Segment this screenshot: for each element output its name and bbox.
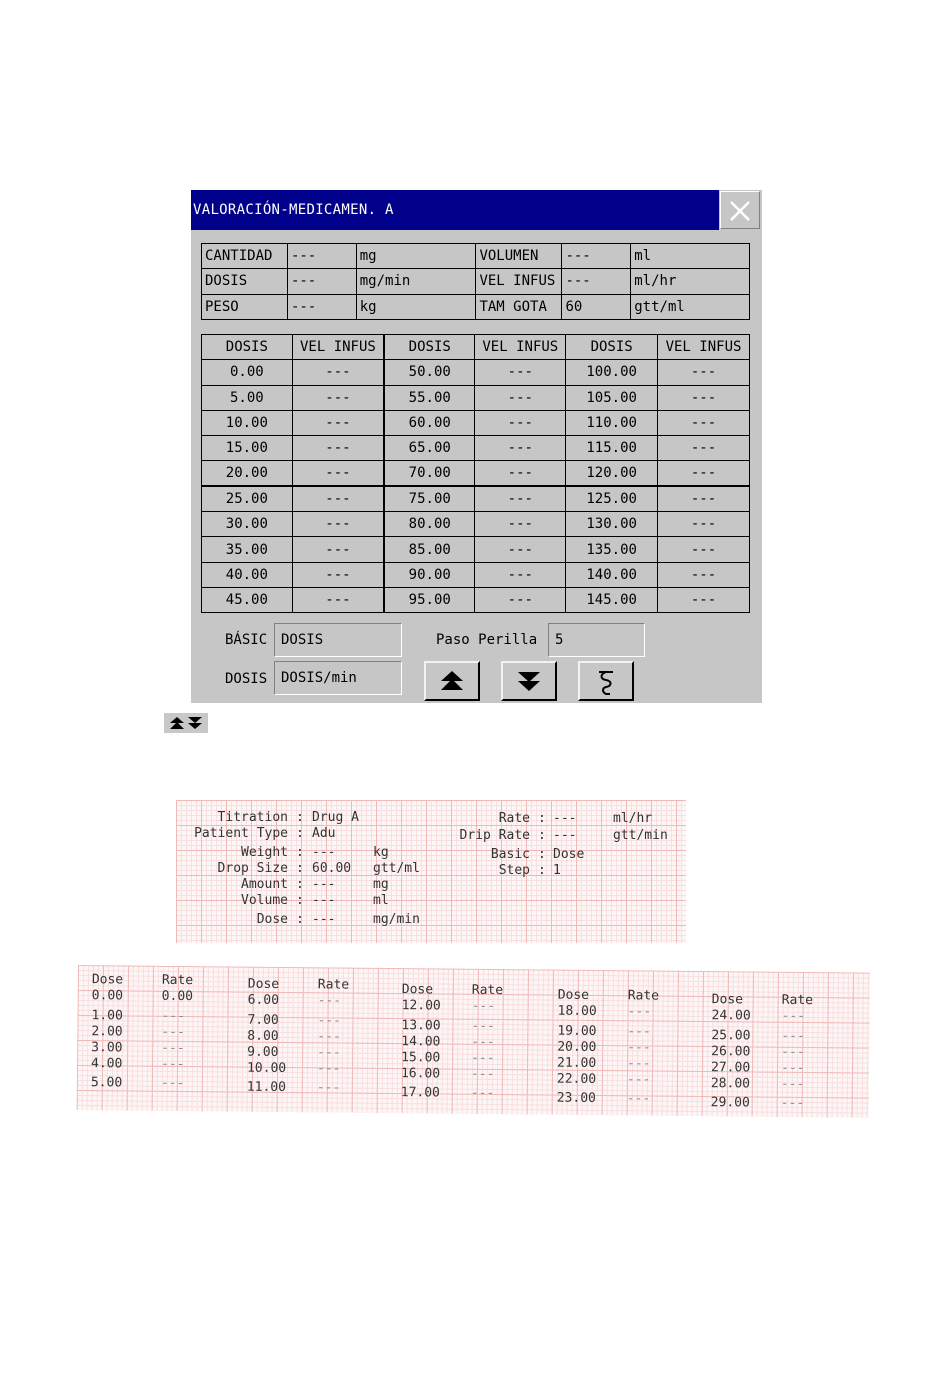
rate-cell: --- bbox=[658, 562, 750, 587]
printout-dose-value: 24.00 bbox=[711, 1008, 751, 1024]
printout-colon: : bbox=[296, 877, 304, 892]
printout-header-label: Volume bbox=[241, 893, 288, 908]
printout-header-label: Rate bbox=[498, 811, 530, 826]
printout-rate-value: --- bbox=[627, 1040, 651, 1056]
rate-cell: --- bbox=[292, 587, 384, 612]
printout-colon: : bbox=[538, 828, 546, 843]
printout-rate-value: --- bbox=[160, 1056, 185, 1073]
param-label: CANTIDAD bbox=[202, 244, 288, 269]
printout-header-unit: mg/min bbox=[373, 912, 420, 927]
printout-dose-value: 23.00 bbox=[556, 1090, 596, 1106]
printout-rate-value: --- bbox=[317, 1013, 342, 1029]
printout-dose-value: 9.00 bbox=[247, 1044, 279, 1060]
dose-header: DOSIS bbox=[566, 335, 658, 360]
dose-cell: 60.00 bbox=[384, 410, 475, 435]
rate-cell: --- bbox=[658, 587, 750, 612]
dose-row bbox=[202, 360, 750, 385]
printout-dose-value: 8.00 bbox=[247, 1028, 279, 1044]
dose-cell: 40.00 bbox=[202, 562, 293, 587]
printout-dose-value: 5.00 bbox=[90, 1075, 123, 1091]
dose-header: DOSIS bbox=[202, 335, 293, 360]
printout-header-label: Drop Size bbox=[217, 861, 288, 876]
printout-colon: : bbox=[538, 847, 546, 862]
printout-colon: : bbox=[296, 861, 304, 876]
param-label: DOSIS bbox=[202, 269, 288, 294]
printout-header-value: --- bbox=[312, 893, 336, 908]
printout-rate-value: --- bbox=[161, 1040, 185, 1057]
printout-header-label: Amount bbox=[241, 877, 288, 892]
printout-dose-value: 20.00 bbox=[557, 1039, 597, 1055]
printout-rate-value: --- bbox=[160, 1075, 185, 1092]
printout-header-value: --- bbox=[553, 811, 577, 826]
dose-cell: 65.00 bbox=[384, 436, 475, 461]
dose-cell: 120.00 bbox=[566, 461, 658, 486]
printout-header-unit: mg bbox=[373, 877, 389, 892]
param-value[interactable]: --- bbox=[287, 269, 356, 294]
rate-cell: --- bbox=[292, 436, 384, 461]
printout-dose-value: 4.00 bbox=[90, 1056, 123, 1072]
printout-rate-header: Rate bbox=[317, 977, 350, 993]
basic-field[interactable]: DOSIS bbox=[274, 623, 402, 657]
printout-dose-value: 11.00 bbox=[246, 1079, 287, 1096]
printout-rate-header: Rate bbox=[627, 988, 660, 1004]
rate-cell: --- bbox=[658, 512, 750, 537]
printout-rate-value: --- bbox=[316, 1061, 341, 1077]
printout-dose-value: 0.00 bbox=[91, 988, 124, 1004]
dose-cell: 145.00 bbox=[566, 587, 658, 612]
printout-rate-value: --- bbox=[781, 1008, 806, 1024]
printout-rate-value: --- bbox=[317, 1029, 341, 1045]
printout-colon: : bbox=[296, 845, 304, 860]
param-unit: kg bbox=[356, 294, 476, 319]
printout-rate-value: --- bbox=[781, 1044, 805, 1060]
printout-rate-value: --- bbox=[161, 1008, 186, 1025]
param-unit: mg/min bbox=[356, 269, 476, 294]
dose-row bbox=[202, 512, 750, 537]
param-row bbox=[202, 294, 750, 319]
printout-header-value: Adu bbox=[312, 826, 336, 841]
printout-rate-value: --- bbox=[627, 1004, 652, 1020]
rate-cell: --- bbox=[292, 562, 384, 587]
printout-rate-value: --- bbox=[780, 1076, 805, 1092]
printout-dose-header: Dose bbox=[711, 992, 744, 1008]
dose-cell: 140.00 bbox=[566, 562, 658, 587]
printout-dose-value: 18.00 bbox=[557, 1003, 597, 1019]
dose-cell: 80.00 bbox=[384, 512, 475, 537]
parameter-table bbox=[201, 243, 750, 320]
dose-cell: 55.00 bbox=[384, 385, 475, 410]
printout-dose-value: 26.00 bbox=[711, 1044, 751, 1060]
printout-rate-value: --- bbox=[470, 1085, 495, 1102]
rate-cell: --- bbox=[475, 486, 566, 511]
printout-header-label: Titration bbox=[217, 810, 288, 825]
close-button[interactable] bbox=[720, 191, 760, 229]
printout-dose-value: 13.00 bbox=[401, 1018, 441, 1034]
param-label: TAM GOTA bbox=[476, 294, 562, 319]
dose-cell: 105.00 bbox=[566, 385, 658, 410]
record-icon bbox=[593, 669, 619, 697]
printout-header-unit: kg bbox=[373, 845, 389, 860]
rate-cell: --- bbox=[292, 385, 384, 410]
printout-colon: : bbox=[538, 863, 546, 878]
printout-dose-value: 2.00 bbox=[91, 1024, 123, 1040]
printout-dose-value: 3.00 bbox=[91, 1040, 123, 1056]
printout-dose-header: Dose bbox=[247, 976, 280, 992]
printout-header-value: --- bbox=[312, 912, 336, 927]
printout-header-label: Dose bbox=[256, 912, 288, 927]
rate-cell: --- bbox=[475, 587, 566, 612]
dose-cell: 25.00 bbox=[202, 486, 293, 511]
rate-cell: --- bbox=[292, 486, 384, 511]
printout-colon: : bbox=[296, 893, 304, 908]
param-row bbox=[202, 269, 750, 294]
dose-cell: 125.00 bbox=[566, 486, 658, 511]
printout-rate-value: --- bbox=[471, 1050, 495, 1067]
printout-dose-value: 17.00 bbox=[400, 1085, 441, 1101]
rate-cell: --- bbox=[658, 461, 750, 486]
dose-cell: 5.00 bbox=[202, 385, 293, 410]
printout-dose-value: 7.00 bbox=[247, 1012, 279, 1028]
param-unit: ml/hr bbox=[631, 269, 750, 294]
param-unit: ml bbox=[631, 244, 750, 269]
printout-dose-value: 29.00 bbox=[710, 1095, 750, 1111]
step-label: Paso Perilla bbox=[436, 632, 538, 648]
rate-cell: --- bbox=[475, 512, 566, 537]
dose-cell: 45.00 bbox=[202, 587, 293, 612]
dose-row bbox=[202, 587, 750, 612]
rate-cell: --- bbox=[475, 537, 566, 562]
printout-header-unit: gtt/min bbox=[613, 828, 668, 843]
page-down-icon bbox=[516, 669, 542, 693]
printout-header-value: --- bbox=[553, 828, 577, 843]
printout-dose-header: Dose bbox=[401, 982, 434, 998]
printout-header-value: Drug A bbox=[312, 810, 359, 825]
dose-cell: 130.00 bbox=[566, 512, 658, 537]
rate-cell: --- bbox=[658, 486, 750, 511]
close-icon bbox=[728, 199, 752, 223]
rate-cell: --- bbox=[292, 512, 384, 537]
dose-label: DOSIS bbox=[225, 671, 268, 687]
dose-cell: 10.00 bbox=[202, 410, 293, 435]
dose-table bbox=[201, 334, 750, 613]
printout-rate-value: --- bbox=[627, 1024, 651, 1040]
printout-rate-value: --- bbox=[781, 1028, 805, 1044]
dose-cell: 135.00 bbox=[566, 537, 658, 562]
rate-header: VEL INFUS bbox=[658, 335, 750, 360]
dose-cell: 15.00 bbox=[202, 436, 293, 461]
dose-cell: 115.00 bbox=[566, 436, 658, 461]
up-down-arrows-icon bbox=[164, 713, 208, 733]
printout-dose-value: 22.00 bbox=[556, 1071, 597, 1087]
printout-colon: : bbox=[538, 811, 546, 826]
printout-rate-value: --- bbox=[627, 1056, 651, 1072]
dose-cell: 100.00 bbox=[566, 360, 658, 385]
printout-header-unit: ml/hr bbox=[613, 811, 653, 826]
page-down-button[interactable] bbox=[501, 661, 557, 701]
rate-header: VEL INFUS bbox=[475, 335, 566, 360]
rate-cell: --- bbox=[475, 360, 566, 385]
param-row bbox=[202, 244, 750, 269]
rate-cell: --- bbox=[658, 436, 750, 461]
rate-cell: --- bbox=[292, 410, 384, 435]
printout-colon: : bbox=[296, 826, 304, 841]
printout-header-label: Drip Rate bbox=[459, 828, 530, 843]
printout-rate-value: 0.00 bbox=[161, 988, 194, 1005]
dose-unit-field[interactable]: DOSIS/min bbox=[274, 661, 402, 695]
printout-dose-value: 27.00 bbox=[710, 1060, 751, 1076]
printout-rate-value: --- bbox=[780, 1095, 805, 1111]
rate-header: VEL INFUS bbox=[292, 335, 384, 360]
printout-colon: : bbox=[296, 912, 304, 927]
rate-cell: --- bbox=[658, 360, 750, 385]
printout-dose-value: 14.00 bbox=[401, 1034, 441, 1050]
printout-rate-value: --- bbox=[471, 998, 496, 1015]
printout-header-value: Dose bbox=[553, 847, 585, 862]
printout-dose-header: Dose bbox=[91, 972, 124, 988]
rate-cell: --- bbox=[475, 410, 566, 435]
printout-rate-value: --- bbox=[471, 1018, 495, 1035]
printout-colon: : bbox=[296, 810, 304, 825]
printout-dose-value: 21.00 bbox=[557, 1055, 597, 1071]
printout-header-value: --- bbox=[312, 877, 336, 892]
printout-rate-value: --- bbox=[626, 1072, 651, 1088]
param-value[interactable]: --- bbox=[562, 244, 631, 269]
printout-dose-value: 12.00 bbox=[401, 998, 441, 1014]
page-up-button[interactable] bbox=[424, 661, 480, 701]
printout-dose-value: 6.00 bbox=[247, 992, 280, 1008]
dose-cell: 35.00 bbox=[202, 537, 293, 562]
dose-header-row bbox=[202, 335, 750, 360]
rate-cell: --- bbox=[475, 436, 566, 461]
dose-cell: 95.00 bbox=[384, 587, 475, 612]
printout-header-label: Basic bbox=[490, 847, 530, 862]
printout-dose-value: 1.00 bbox=[91, 1008, 123, 1024]
printout-header-label: Step bbox=[498, 863, 530, 878]
printout-header-label: Patient Type bbox=[194, 826, 288, 841]
dose-cell: 30.00 bbox=[202, 512, 293, 537]
printout-rate-header: Rate bbox=[781, 992, 814, 1009]
param-unit: mg bbox=[356, 244, 476, 269]
param-value[interactable]: 60 bbox=[562, 294, 631, 319]
printout-dose-value: 25.00 bbox=[711, 1028, 751, 1044]
dose-row bbox=[202, 410, 750, 435]
dose-row bbox=[202, 486, 750, 511]
printout-rate-value: --- bbox=[470, 1066, 495, 1083]
record-button[interactable] bbox=[578, 661, 634, 701]
printout-rate-value: --- bbox=[317, 993, 342, 1009]
printout-rate-value: --- bbox=[317, 1045, 341, 1061]
dose-cell: 110.00 bbox=[566, 410, 658, 435]
dialog-title: VALORACIÓN-MEDICAMEN. A bbox=[191, 190, 719, 230]
dose-cell: 75.00 bbox=[384, 486, 475, 511]
rate-cell: --- bbox=[292, 537, 384, 562]
param-value[interactable]: --- bbox=[562, 269, 631, 294]
param-unit: gtt/ml bbox=[631, 294, 750, 319]
dose-row bbox=[202, 461, 750, 486]
dose-header: DOSIS bbox=[384, 335, 475, 360]
rate-cell: --- bbox=[475, 562, 566, 587]
printout-table-strip bbox=[77, 965, 870, 1118]
printout-header-value: 60.00 bbox=[312, 861, 352, 876]
printout-dose-value: 16.00 bbox=[400, 1066, 441, 1082]
param-value[interactable]: --- bbox=[287, 294, 356, 319]
rate-cell: --- bbox=[658, 385, 750, 410]
rate-cell: --- bbox=[475, 461, 566, 486]
param-label: VEL INFUS bbox=[476, 269, 562, 294]
printout-rate-value: --- bbox=[161, 1024, 185, 1041]
printout-rate-header: Rate bbox=[471, 982, 504, 999]
dose-row bbox=[202, 436, 750, 461]
dose-cell: 70.00 bbox=[384, 461, 475, 486]
dose-cell: 90.00 bbox=[384, 562, 475, 587]
printout-header-label: Weight bbox=[241, 845, 288, 860]
dose-cell: 0.00 bbox=[202, 360, 293, 385]
printout-rate-value: --- bbox=[316, 1080, 341, 1096]
printout-header-unit: gtt/ml bbox=[373, 861, 420, 876]
param-value[interactable]: --- bbox=[287, 244, 356, 269]
printout-dose-header: Dose bbox=[557, 987, 590, 1003]
rate-cell: --- bbox=[658, 537, 750, 562]
page-up-icon bbox=[439, 669, 465, 693]
printout-dose-value: 19.00 bbox=[557, 1023, 597, 1039]
dose-cell: 85.00 bbox=[384, 537, 475, 562]
printout-rate-value: --- bbox=[626, 1091, 651, 1107]
param-label: VOLUMEN bbox=[476, 244, 562, 269]
printout-dose-value: 28.00 bbox=[710, 1076, 751, 1092]
printout-header-value: --- bbox=[312, 845, 336, 860]
printout-header-value: 1 bbox=[553, 863, 561, 878]
printout-header-strip bbox=[176, 800, 686, 943]
printout-rate-value: --- bbox=[780, 1060, 805, 1076]
rate-cell: --- bbox=[292, 461, 384, 486]
dose-cell: 50.00 bbox=[384, 360, 475, 385]
dose-cell: 20.00 bbox=[202, 461, 293, 486]
printout-header-unit: ml bbox=[373, 893, 389, 908]
dose-row bbox=[202, 385, 750, 410]
basic-label: BÁSIC bbox=[225, 632, 268, 648]
printout-rate-header: Rate bbox=[161, 972, 194, 989]
param-label: PESO bbox=[202, 294, 288, 319]
printout-dose-value: 10.00 bbox=[246, 1060, 287, 1077]
printout-dose-value: 15.00 bbox=[401, 1050, 441, 1066]
printout-rate-value: --- bbox=[471, 1034, 495, 1051]
rate-cell: --- bbox=[292, 360, 384, 385]
titration-dialog bbox=[191, 190, 762, 703]
dose-row bbox=[202, 537, 750, 562]
rate-cell: --- bbox=[658, 410, 750, 435]
dose-row bbox=[202, 562, 750, 587]
step-field[interactable]: 5 bbox=[548, 623, 645, 657]
rate-cell: --- bbox=[475, 385, 566, 410]
